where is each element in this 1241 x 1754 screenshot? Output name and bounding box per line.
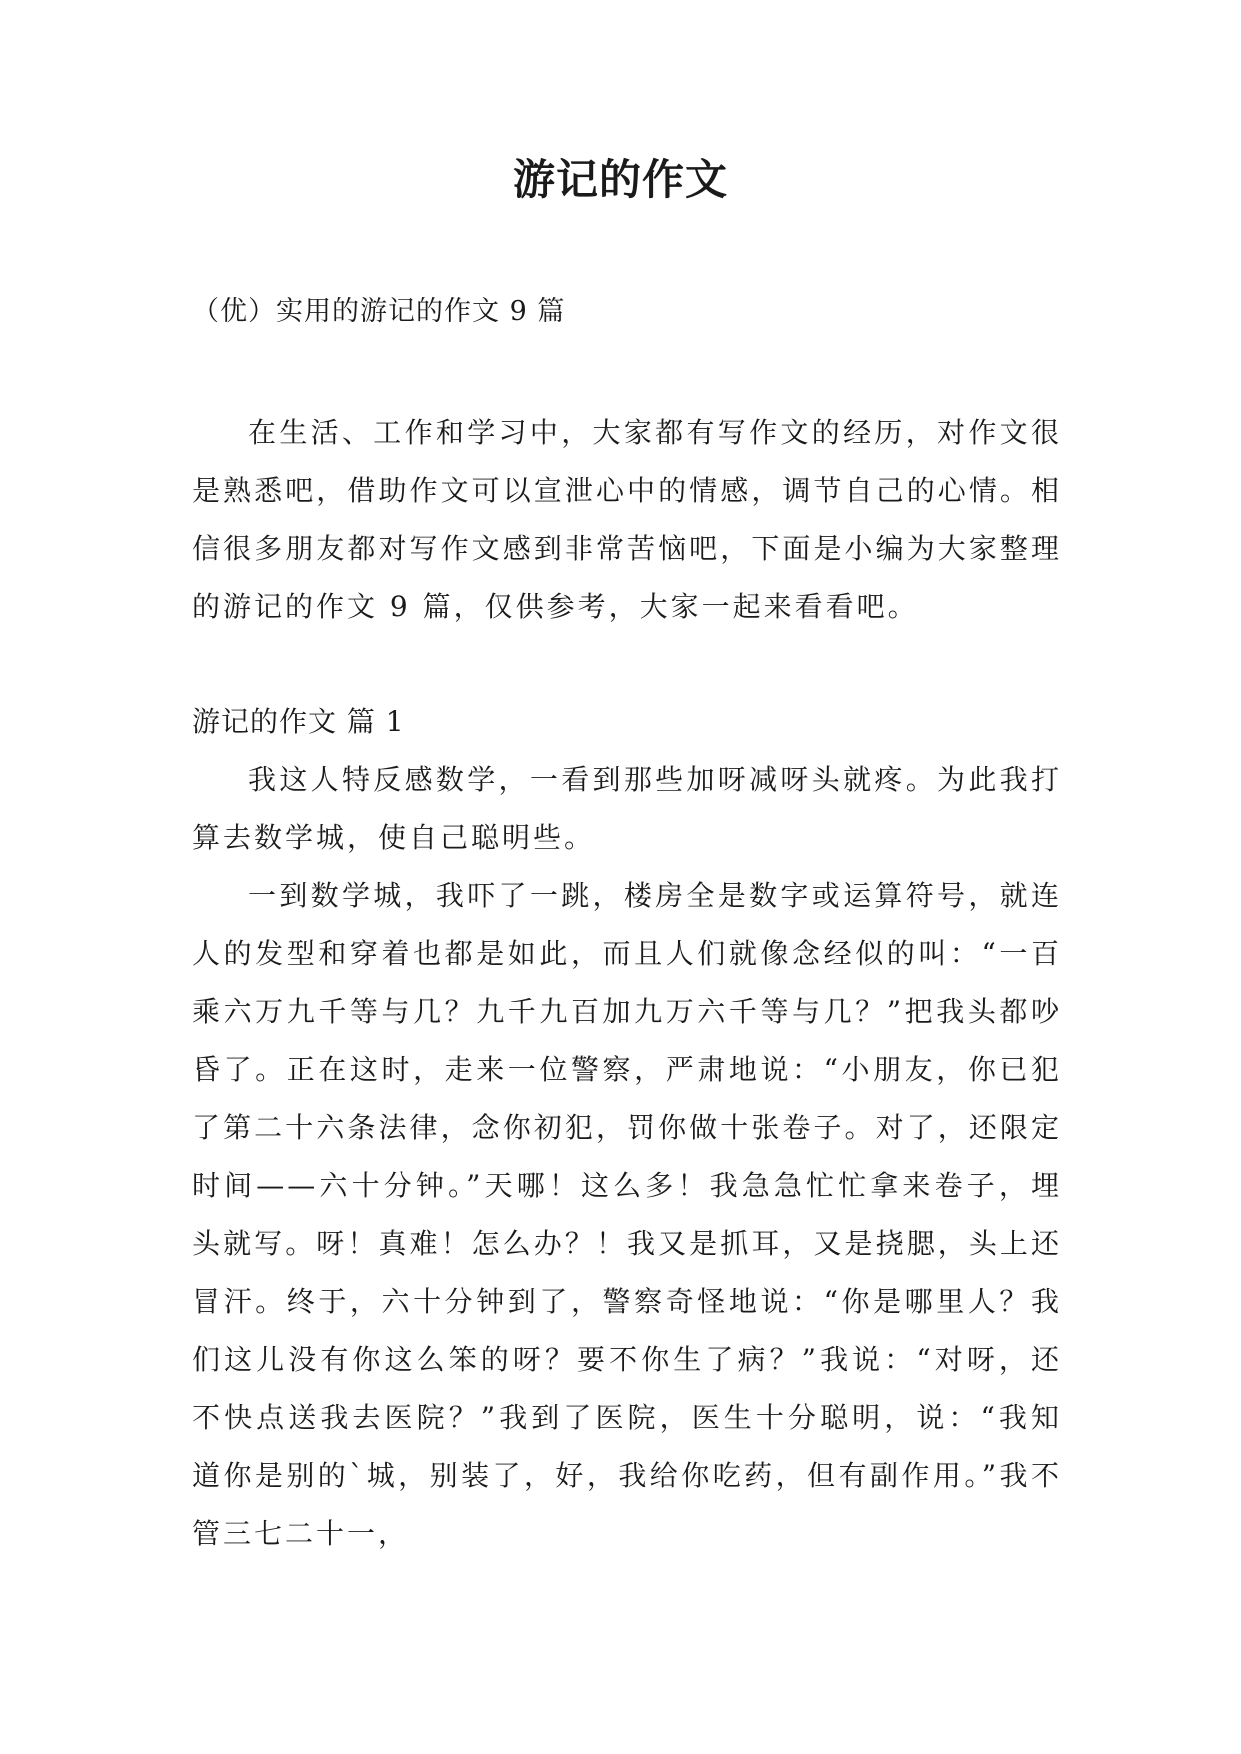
essay-section: [192, 693, 1062, 1563]
intro-paragraph: 在生活、工作和学习中，大家都有写作文的经历，对作文很是熟悉吧，借助作文可以宣泄心中的情感，调节自己的心情。相信很多朋友都对写作文感到非常苦恼吧，下面是小编为大家整理的游记的作文 9 篇，仅供参考，大家一起来看看吧。: [192, 416, 1062, 623]
intro-section: [192, 404, 1062, 636]
document-subtitle: （优）实用的游记的作文 9 篇: [192, 296, 566, 327]
body-paragraph: 一到数学城，我吓了一跳，楼房全是数字或运算符号，就连人的发型和穿着也都是如此，而且人们就像念经似的叫：“一百乘六万九千等与几？九千九百加九万六千等与几？”把我头都吵昏了。正在这时，走来一位警察，严肃地说：“小朋友，你已犯了第二十六条法律，念你初犯，罚你做十张卷子。对了，还限定时间——六十分钟。”天哪！这么多！我急急忙忙拿来卷子，埋头就写。呀！真难！怎么办？！我又是抓耳，又是挠腮，头上还冒汗。终于，六十分钟到了，警察奇怪地说：“你是哪里人？我们这儿没有你这么笨的呀？要不你生了病？”我说：“对呀，还不快点送我去医院？”我到了医院，医生十分聪明，说：“我知道你是别的`城，别装了，好，我给你吃药，但有副作用。”我不管三七二十一，: [192, 879, 1062, 1550]
document-title: 游记的作文: [512, 155, 728, 204]
body-paragraph: 我这人特反感数学，一看到那些加呀减呀头就疼。为此我打算去数学城，使自己聪明些。: [192, 763, 1062, 854]
section-heading: 游记的作文 篇 1: [192, 705, 405, 738]
